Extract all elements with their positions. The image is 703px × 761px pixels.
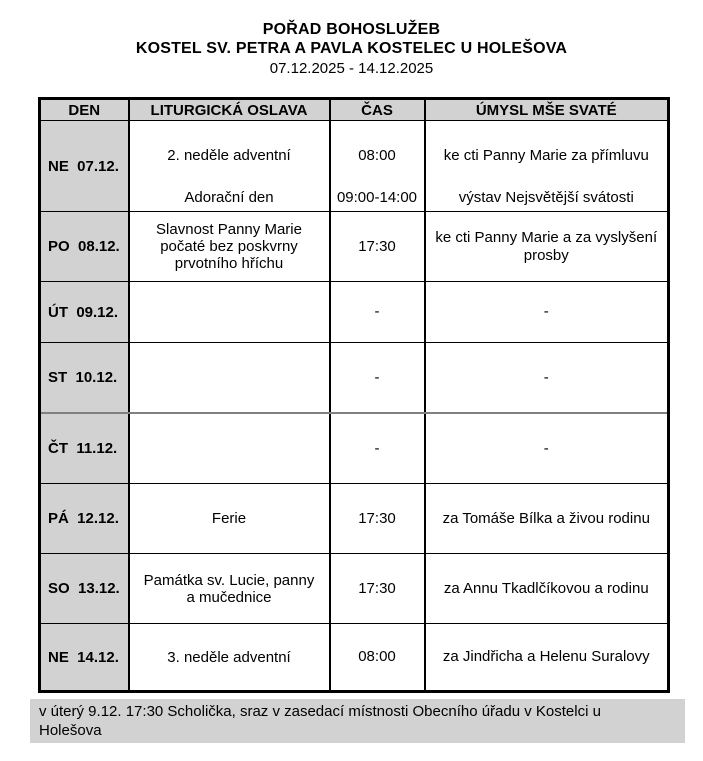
intention-cell: za Jindřicha a Helenu Suralovy	[425, 624, 669, 692]
time-cell: -	[330, 343, 425, 414]
time-primary: 08:00	[358, 147, 396, 164]
date-range: 07.12.2025 - 14.12.2025	[269, 60, 434, 77]
church-name: KOSTEL SV. PETRA A PAVLA KOSTELEC U HOLEŠOVA	[135, 40, 568, 57]
time-cell: 08:00	[330, 624, 425, 692]
document-header	[0, 20, 703, 78]
day-cell: ÚT 09.12.	[40, 282, 129, 343]
header-time: ČAS	[330, 99, 425, 121]
day-cell: PO 08.12.	[40, 212, 129, 282]
intention-cell: -	[425, 413, 669, 484]
day-cell: ČT 11.12.	[40, 413, 129, 484]
intention-cell: za Annu Tkadlčíkovou a rodinu	[425, 554, 669, 624]
time-cell	[330, 121, 425, 212]
mass-schedule-table	[38, 97, 670, 693]
announcement-text: v úterý 9.12. 17:30 Scholička, sraz v zasedací místnosti Obecního úřadu v Kostelci u Holešova	[39, 703, 601, 739]
table-header-row	[40, 99, 669, 121]
schedule-row-ne-1412	[40, 624, 669, 692]
time-cell: 17:30	[330, 212, 425, 282]
celebration-cell	[129, 343, 330, 414]
celebration-cell	[129, 282, 330, 343]
time-secondary: 09:00-14:00	[336, 189, 418, 206]
celebration-primary: 2. neděle adventní	[167, 147, 291, 164]
celebration-cell: Ferie	[129, 484, 330, 554]
schedule-row-ne-0712	[40, 121, 669, 212]
intention-cell: za Tomáše Bílka a živou rodinu	[425, 484, 669, 554]
announcement-banner	[30, 699, 685, 743]
intention-secondary: výstav Nejsvětější svátosti	[458, 189, 634, 206]
time-cell: -	[330, 413, 425, 484]
schedule-row-pa-1212	[40, 484, 669, 554]
celebration-cell: Slavnost Panny Marie počaté bez poskvrny prvotního hříchu	[129, 212, 330, 282]
header-celebration: LITURGICKÁ OSLAVA	[129, 99, 330, 121]
time-cell: 17:30	[330, 554, 425, 624]
schedule-row-st-1012	[40, 343, 669, 414]
day-cell: PÁ 12.12.	[40, 484, 129, 554]
celebration-cell	[129, 121, 330, 212]
schedule-row-po-0812	[40, 212, 669, 282]
intention-cell	[425, 121, 669, 212]
celebration-cell	[129, 413, 330, 484]
intention-cell: -	[425, 282, 669, 343]
celebration-cell: Památka sv. Lucie, panny a mučednice	[129, 554, 330, 624]
celebration-cell: 3. neděle adventní	[129, 624, 330, 692]
schedule-row-ut-0912	[40, 282, 669, 343]
header-day: DEN	[40, 99, 129, 121]
document-title: POŘAD BOHOSLUŽEB	[262, 21, 441, 38]
time-cell: 17:30	[330, 484, 425, 554]
time-cell: -	[330, 282, 425, 343]
schedule-row-so-1312	[40, 554, 669, 624]
celebration-secondary: Adorační den	[184, 189, 274, 206]
day-cell: NE 14.12.	[40, 624, 129, 692]
intention-primary: ke cti Panny Marie za přímluvu	[443, 147, 649, 164]
schedule-row-ct-1112	[40, 413, 669, 484]
intention-cell: ke cti Panny Marie a za vyslyšení prosby	[425, 212, 669, 282]
day-cell: NE 07.12.	[40, 121, 129, 212]
day-cell: SO 13.12.	[40, 554, 129, 624]
day-cell: ST 10.12.	[40, 343, 129, 414]
intention-cell: -	[425, 343, 669, 414]
header-intention: ÚMYSL MŠE SVATÉ	[425, 99, 669, 121]
